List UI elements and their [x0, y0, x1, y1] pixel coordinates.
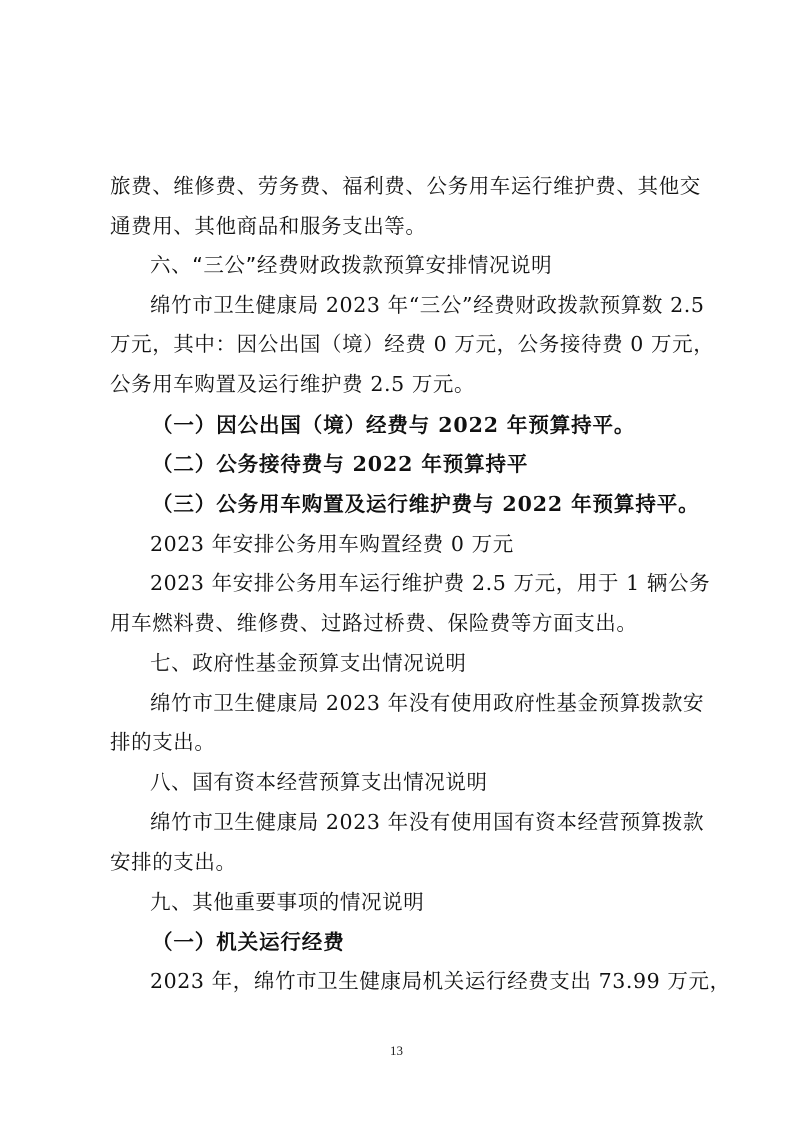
subheading-vehicles: （三）公务用车购置及运行维护费与 2022 年预算持平。 [152, 491, 700, 516]
body-text-line: 万元，其中：因公出国（境）经费 0 万元，公务接待费 0 万元， [110, 331, 715, 356]
subheading-travel-abroad: （一）因公出国（境）经费与 2022 年预算持平。 [152, 412, 636, 437]
body-text-line: 绵竹市卫生健康局 2023 年没有使用政府性基金预算拨款安 [150, 690, 705, 715]
body-text-line: 排的支出。 [110, 729, 216, 754]
section-heading-nine: 九、其他重要事项的情况说明 [150, 889, 425, 914]
body-text-line: 公务用车购置及运行维护费 2.5 万元。 [110, 371, 476, 396]
body-text-line: 2023 年安排公务用车购置经费 0 万元 [150, 531, 514, 556]
body-text-line: 2023 年安排公务用车运行维护费 2.5 万元，用于 1 辆公务 [150, 570, 711, 595]
section-heading-seven: 七、政府性基金预算支出情况说明 [150, 650, 467, 675]
subheading-reception: （二）公务接待费与 2022 年预算持平 [152, 451, 529, 476]
section-heading-six: 六、“三公”经费财政拨款预算安排情况说明 [150, 252, 553, 277]
body-text-line: 2023 年，绵竹市卫生健康局机关运行经费支出 73.99 万元， [150, 968, 731, 993]
section-heading-eight: 八、国有资本经营预算支出情况说明 [150, 769, 488, 794]
subheading-operating-costs: （一）机关运行经费 [152, 929, 345, 954]
body-text-line: 安排的支出。 [110, 849, 237, 874]
body-text-line: 绵竹市卫生健康局 2023 年没有使用国有资本经营预算拨款 [150, 809, 705, 834]
body-text-line: 通费用、其他商品和服务支出等。 [110, 213, 427, 238]
body-text-line: 绵竹市卫生健康局 2023 年“三公”经费财政拨款预算数 2.5 [150, 292, 705, 317]
body-text-line: 用车燃料费、维修费、过路过桥费、保险费等方面支出。 [110, 610, 638, 635]
page-number: 13 [390, 1043, 403, 1058]
body-text-line: 旅费、维修费、劳务费、福利费、公务用车运行维护费、其他交 [110, 173, 701, 198]
